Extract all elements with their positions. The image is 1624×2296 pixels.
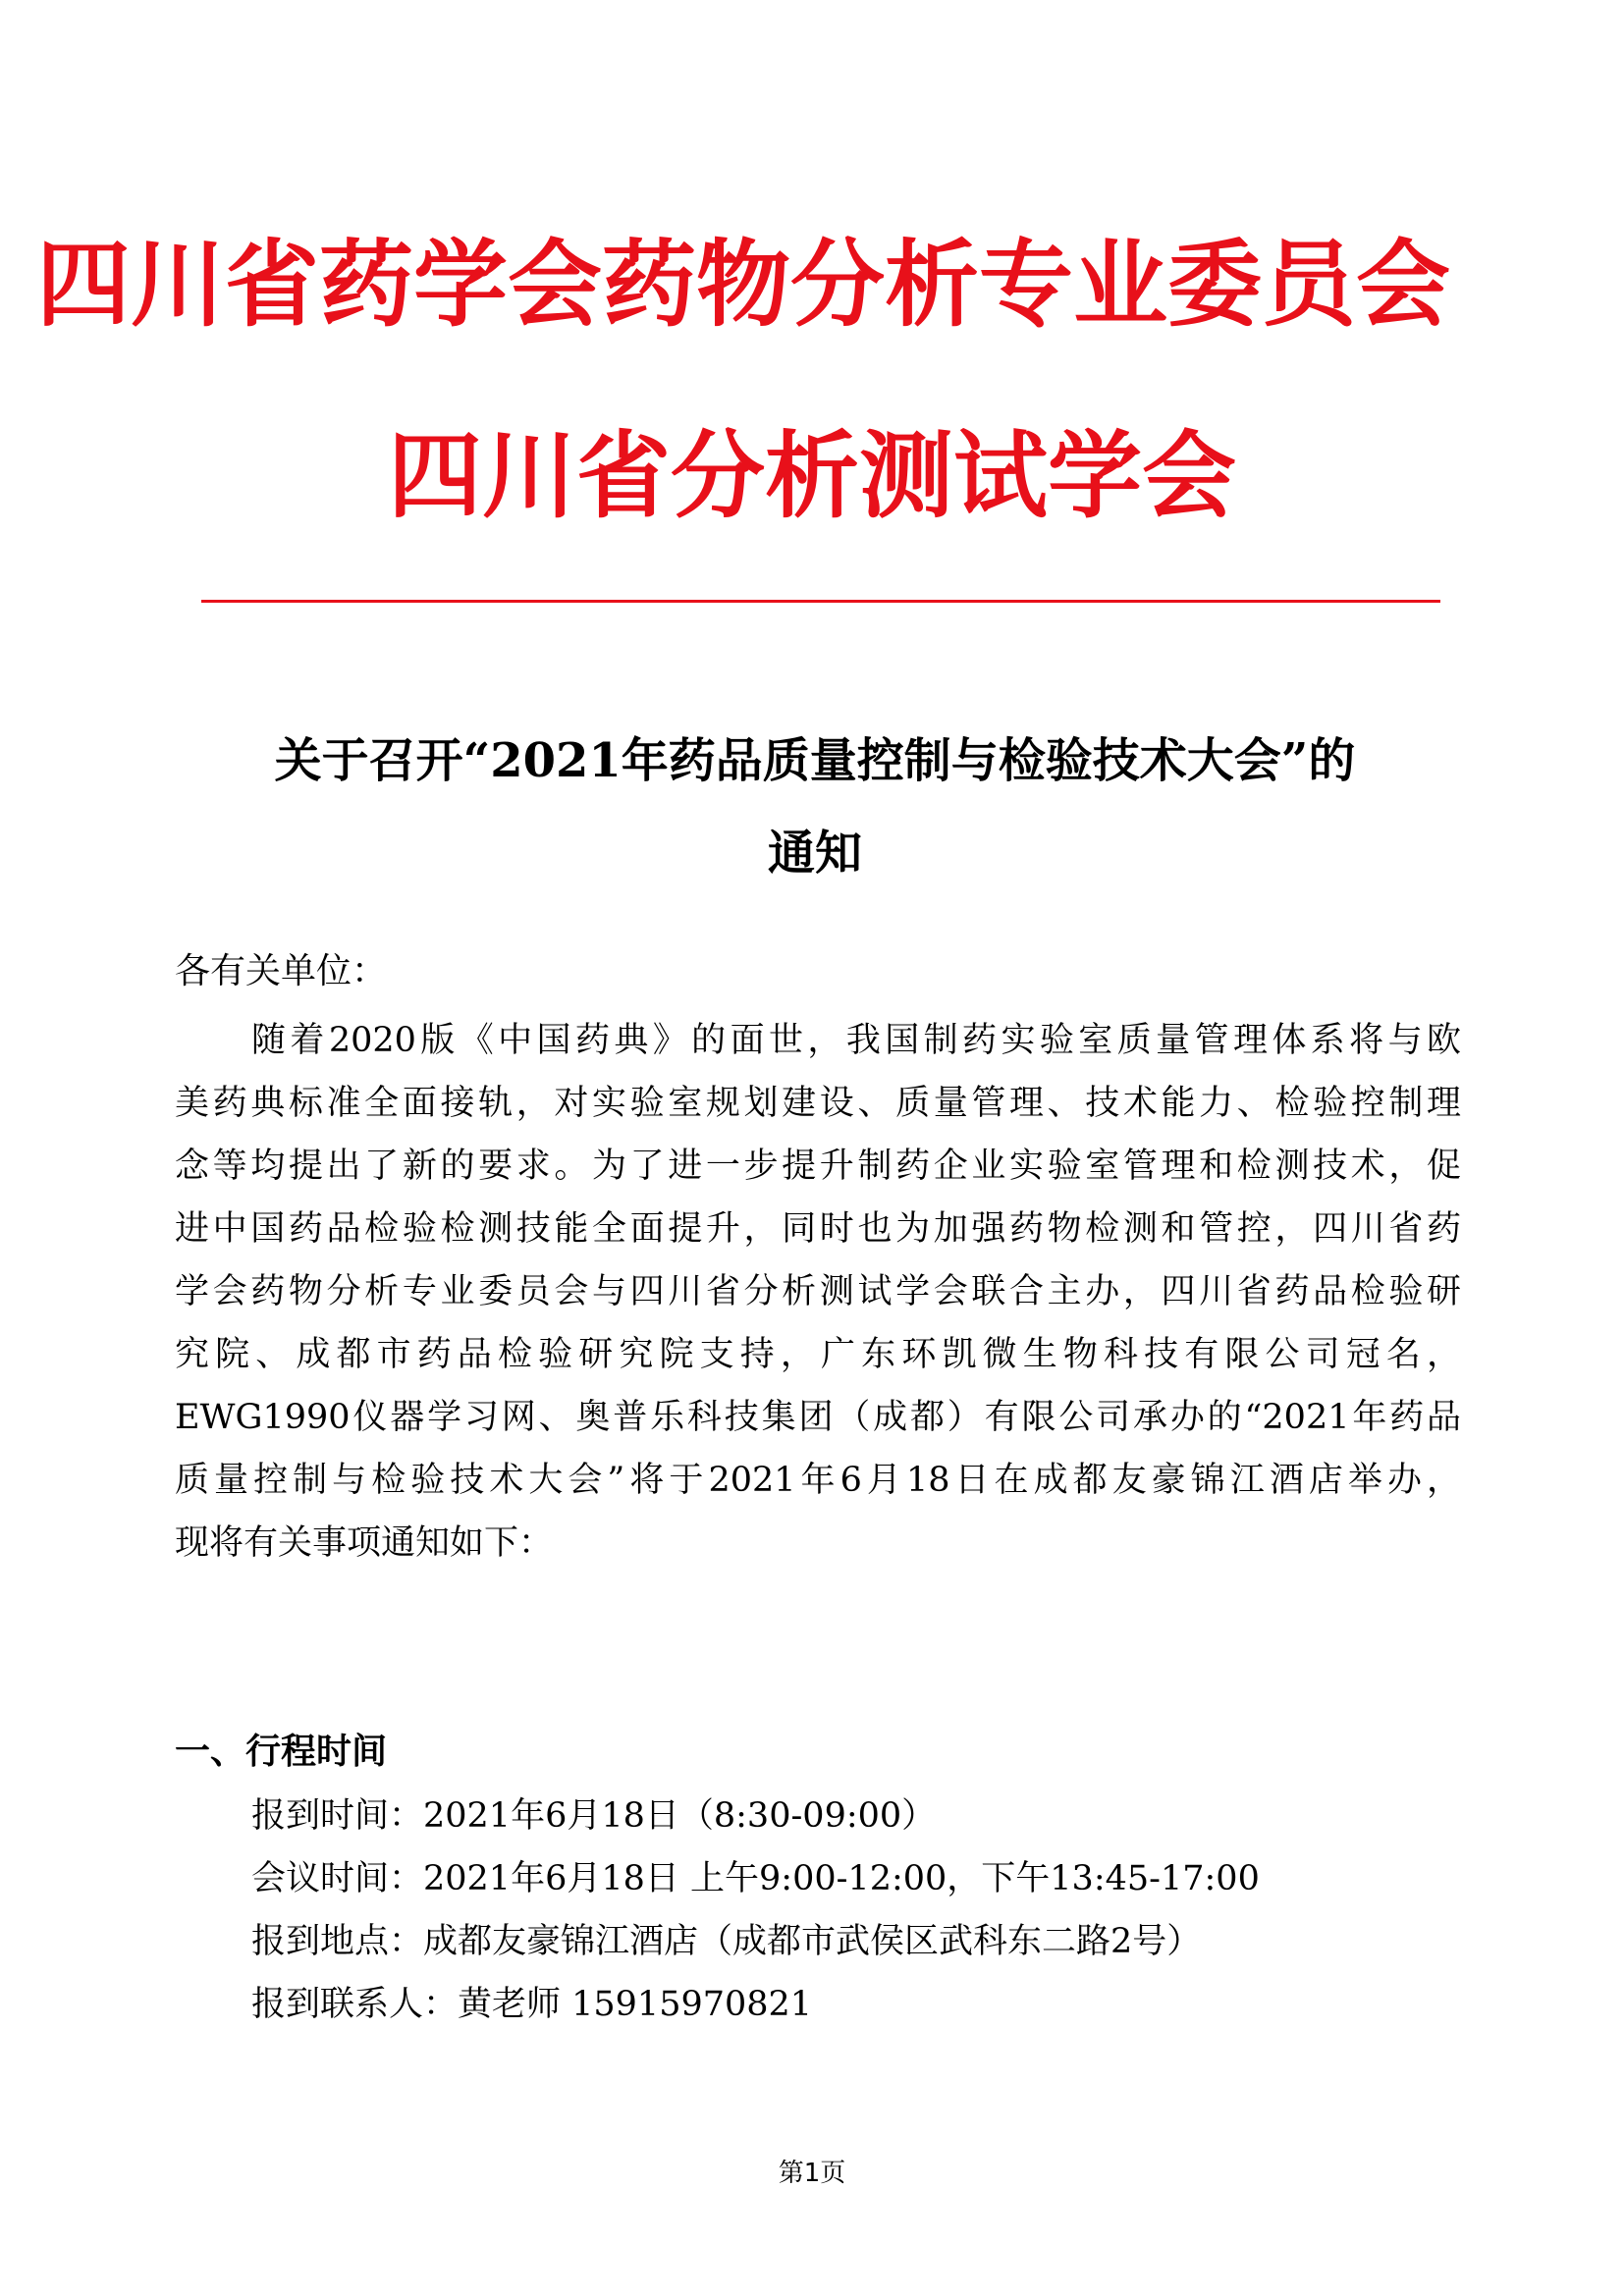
body-line: 学会药物分析专业委员会与四川省分析测试学会联合主办，四川省药品检验研: [175, 1272, 1461, 1311]
letterhead-line-2: 四川省分析测试学会: [388, 421, 1236, 531]
body-line: 随着2020版《中国药典》的面世，我国制药实验室质量管理体系将与欧: [251, 1021, 1461, 1060]
salutation: 各有关单位：: [175, 951, 388, 991]
schedule-list: [251, 1785, 1260, 2036]
schedule-item-checkin-time: 报到时间：2021年6月18日（8:30-09:00）: [251, 1796, 937, 1836]
page-number: 第1页: [778, 2159, 846, 2188]
body-line: 质量控制与检验技术大会”将于2021年6月18日在成都友豪锦江酒店举办，: [175, 1461, 1461, 1500]
body-line: 念等均提出了新的要求。为了进一步提升制药企业实验室管理和检测技术，促: [175, 1147, 1461, 1186]
body-line: 究院、成都市药品检验研究院支持，广东环凯微生物科技有限公司冠名，: [175, 1335, 1461, 1374]
section-heading-schedule: 一、行程时间: [175, 1732, 388, 1772]
notice-title-line-1: 关于召开“2021年药品质量控制与检验技术大会”的: [274, 733, 1356, 788]
body-line: 进中国药品检验检测技能全面提升，同时也为加强药物检测和管控，四川省药: [175, 1209, 1461, 1249]
letterhead-line-1: 四川省药学会药物分析专业委员会: [36, 230, 1450, 340]
letterhead-divider: [201, 600, 1440, 603]
body-line: EWG1990仪器学习网、奥普乐科技集团（成都）有限公司承办的“2021年药品: [175, 1398, 1461, 1437]
notice-title-line-2: 通知: [767, 826, 862, 881]
body-line: 美药典标准全面接轨，对实验室规划建设、质量管理、技术能力、检验控制理: [175, 1084, 1461, 1123]
body-paragraph: [175, 1009, 1461, 1575]
schedule-item-contact: 报到联系人：黄老师 15915970821: [251, 1985, 813, 2024]
schedule-item-meeting-time: 会议时间：2021年6月18日 上午9:00-12:00，下午13:45-17:00: [251, 1859, 1260, 1898]
body-line: 现将有关事项通知如下：: [175, 1523, 554, 1563]
schedule-item-checkin-location: 报到地点：成都友豪锦江酒店（成都市武侯区武科东二路2号）: [251, 1922, 1202, 1961]
